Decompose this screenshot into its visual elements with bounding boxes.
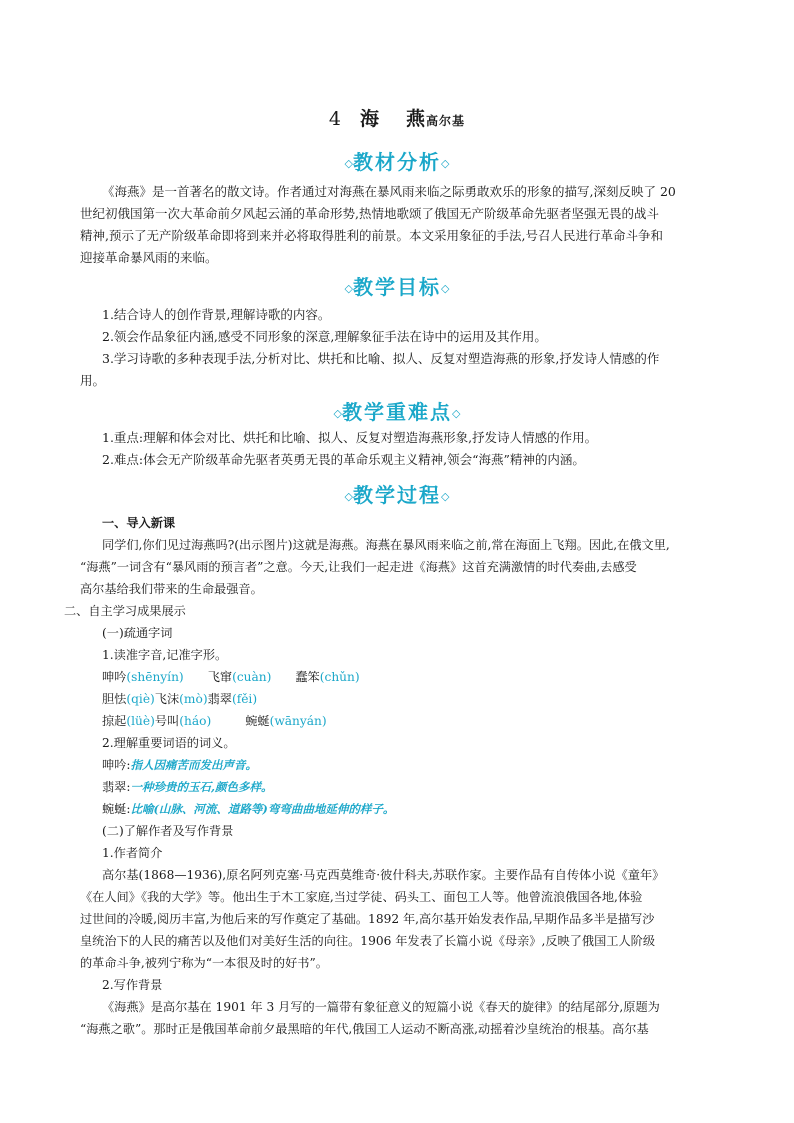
diamond-icon: ◇ [452, 407, 461, 420]
diamond-icon: ◇ [441, 490, 450, 503]
vocab-pinyin: (shēnyín) [126, 670, 184, 684]
vocab-row [80, 688, 724, 710]
text-line: 《在人间》《我的大学》等。他出生于木工家庭,当过学徒、码头工、面包工人等。他曾流浪俄国各地,体验 [80, 890, 643, 904]
analysis-paragraph [80, 181, 724, 269]
vocab-pinyin: (lüè) [126, 714, 155, 728]
goal-item: 3.学习诗歌的多种表现手法,分析对比、烘托和比喻、拟人、反复对塑造海燕的形象,抒发诗人情感的作 [102, 351, 660, 366]
background-item: 2.写作背景 [102, 978, 163, 992]
subheading-author: (二)了解作者及写作背景 [102, 824, 234, 838]
diamond-icon: ◇ [441, 157, 450, 170]
definition-text: 比喻(山脉、河流、道路等)弯弯曲曲地延伸的样子。 [130, 802, 395, 816]
section-heading-text: 教学重难点 [342, 400, 452, 424]
vocab-word: 号叫 [154, 714, 180, 728]
diamond-icon: ◇ [344, 282, 353, 295]
definition-row [80, 776, 724, 798]
section-heading-text: 教学目标 [353, 275, 441, 299]
section-heading-difficulties [0, 396, 794, 425]
vocab-word: 蠢笨 [295, 670, 320, 684]
vocab-word: 胆怯 [102, 692, 127, 706]
diamond-icon: ◇ [441, 282, 450, 295]
section-heading-goals [0, 271, 794, 300]
text-line: 迎接革命暴风雨的来临。 [80, 250, 218, 265]
vocab-pinyin: (háo) [179, 714, 212, 728]
lesson-number: 4 [328, 108, 343, 130]
difficulty-item: 1.重点:理解和体会对比、烘托和比喻、拟人、反复对塑造海燕形象,抒发诗人情感的作用。 [102, 430, 598, 445]
text-line: 《海燕》是一首著名的散文诗。作者通过对海燕在暴风雨来临之际勇敢欢乐的形象的描写,深刻反映了 20 [102, 184, 676, 199]
vocab-word: 蜿蜒 [245, 714, 270, 728]
section-heading-text: 教材分析 [353, 150, 441, 174]
text-line: 《海燕》是高尔基在 1901 年 3 月写的一篇带有象征意义的短篇小说《春天的旋律》的结尾部分,原题为 [102, 1000, 660, 1014]
text-line: 的革命斗争,被列宁称为“一本很及时的好书”。 [80, 956, 328, 970]
text-line: 精神,预示了无产阶级革命即将到来并必将取得胜利的前景。本文采用象征的手法,号召人民进行革命斗争和 [80, 228, 663, 243]
text-line: 世纪初俄国第一次大革命前夕风起云涌的革命形势,热情地歌颂了俄国无产阶级革命先驱者坚强无畏的战斗 [80, 206, 659, 221]
vocab-word: 飞窜 [207, 670, 233, 684]
section-heading-analysis [0, 146, 794, 175]
process-heading-2: 二、自主学习成果展示 [64, 604, 186, 618]
definition-row [80, 798, 724, 820]
text-line: 同学们,你们见过海燕吗?(出示图片)这就是海燕。海燕在暴风雨来临之前,常在海面上飞翔。因此,在俄文里, [102, 538, 670, 552]
vocab-word: 掠起 [102, 714, 127, 728]
text-line: 皇统治下的人民的痛苦以及他们对美好生活的向往。1906 年发表了长篇小说《母亲》,反映了俄国工人阶级 [80, 934, 656, 948]
vocab-word: 飞沫 [154, 692, 180, 706]
text-line: “海燕”一词含有“暴风雨的预言者”之意。今天,让我们一起走进《海燕》这首充满激情的时代奏曲,去感受 [80, 560, 637, 574]
definition-text: 指人因痛苦而发出声音。 [130, 758, 257, 772]
diamond-icon: ◇ [344, 490, 353, 503]
vocab-word: 呻吟 [102, 670, 127, 684]
lesson-title [0, 104, 794, 131]
vocab-pinyin: (chǔn) [319, 670, 360, 684]
process-heading-1: 一、导入新课 [102, 516, 176, 530]
lesson-title-char-1: 海 [360, 108, 381, 130]
difficulties-list [80, 427, 724, 471]
goals-list [80, 304, 724, 392]
difficulty-item: 2.难点:体会无产阶级革命先驱者英勇无畏的革命乐观主义精神,领会“海燕”精神的内涵。 [102, 452, 585, 467]
goal-item-cont: 用。 [80, 373, 106, 388]
definition-word: 翡翠: [102, 780, 131, 794]
vocab-pinyin: (mò) [179, 692, 208, 706]
subheading-vocab: (一)疏通字词 [102, 626, 173, 640]
lesson-title-char-2: 燕 [406, 108, 427, 130]
lesson-author: 高尔基 [426, 114, 466, 128]
goal-item: 2.领会作品象征内涵,感受不同形象的深意,理解象征手法在诗中的运用及其作用。 [102, 329, 547, 344]
diamond-icon: ◇ [344, 157, 353, 170]
text-line: “海燕之歌”。那时正是俄国革命前夕最黑暗的年代,俄国工人运动不断高涨,动摇着沙皇统治的根基。高尔基 [80, 1022, 649, 1036]
process-body [64, 512, 724, 1040]
goal-item: 1.结合诗人的创作背景,理解诗歌的内容。 [102, 307, 331, 322]
definition-row [80, 754, 724, 776]
text-line: 高尔基给我们带来的生命最强音。 [80, 582, 263, 596]
diamond-icon: ◇ [333, 407, 342, 420]
vocab-item-2: 2.理解重要词语的词义。 [102, 736, 236, 750]
vocab-row [80, 666, 724, 688]
author-item: 1.作者简介 [102, 846, 163, 860]
definition-word: 呻吟: [102, 758, 131, 772]
vocab-pinyin: (qiè) [126, 692, 155, 706]
section-heading-text: 教学过程 [353, 483, 441, 507]
vocab-item-1: 1.读准字音,记准字形。 [102, 648, 228, 662]
definition-text: 一种珍贵的玉石,颜色多样。 [130, 780, 273, 794]
definition-word: 蜿蜒: [102, 802, 131, 816]
text-line: 高尔基(1868—1936),原名阿列克塞·马克西莫维奇·彼什科夫,苏联作家。主要作品有自传体小说《童年》 [102, 868, 665, 882]
vocab-row [80, 710, 724, 732]
vocab-word: 翡翠 [207, 692, 232, 706]
vocab-pinyin: (cuàn) [232, 670, 272, 684]
text-line: 过世间的冷暖,阅历丰富,为他后来的写作奠定了基础。1892 年,高尔基开始发表作品,早期作品多半是描写沙 [80, 912, 655, 926]
vocab-pinyin: (fěi) [231, 692, 258, 706]
section-heading-process [0, 479, 794, 508]
vocab-pinyin: (wānyán) [269, 714, 327, 728]
